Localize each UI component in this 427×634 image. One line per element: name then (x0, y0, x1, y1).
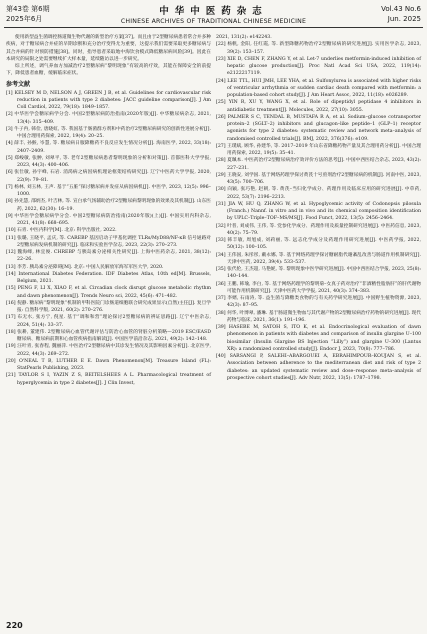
conclusion-paragraph: 综上所述，调气养血方加减治疗2型糖尿病“黎明现象”有较高的疗效，其能在保障安全的前提下，降低患者血糖，缓解临床症状。 (6, 64, 211, 77)
reference-list-right (216, 34, 421, 382)
reference-item: [30] 向颖, 张巧艳, 赵朝, 等. 黄芪–当归化学成分、药理作用及临床应用的研究进展[J]. 中草药, 2022, 53(7): 2196–2213. (216, 187, 421, 200)
reference-item: [10] 石青. 中医内科学[M]. 北京: 科学出版社, 2022. (6, 228, 117, 234)
reference-item: [3] 牛子冉, 韩俭, 唐晓虹, 等. 我国基于肠菌群方剂和中药治疗2型糖尿病研究的创新性进展分析[J]. 中国合理用药探索, 2022, 19(4): 20–25. (6, 126, 211, 139)
reference-item: [18] 张耕, 董建伟. 2型糖尿病心血管代谢评估与防治心血管的肾脏分析策略—2019 ESC/EASD 糖尿病、糖尿病前期和心血管疾病指南解读[J]. 中国医学前沿杂志, 2021, 49(2): 142–148. (6, 329, 211, 342)
right-column (216, 34, 421, 382)
reference-item: [1] KELSEY M D, NELSON A J, GREEN J B, et al. Guidelines for cardiovascular risk reduction in patients with type 2 diabetes: JACC guideline comparison[J]. J Am Coll Cardiol, 2022, 79(18): 1849–1857. (6, 90, 211, 110)
reference-item: [14] International Diabetes Federation. IDF Diabetes Atlas, 10th ed[M]. Brussels, Belgium, 2021. (6, 271, 211, 284)
reference-item: [36] 王鹏, 韩瑜, 李白, 等. 基于网络药理学的黎明菊–女真子药对治疗“非酒精性脂肪肝”的肝代谢物可能作用机制研究[J]. 天津中医药大学学报, 2021, 40(3): 374–383. (216, 281, 421, 294)
issue-cn-line1: 第43卷 第6期 (6, 5, 50, 13)
journal-title (0, 3, 427, 25)
reference-item: [34] 王伟国, 朱彤彤, 戴永娜, 等. 基于网络药理学探讨糖耐脂代谢紊乱改善与肠道作用机制研究[J]. 天津中医药, 2022, 39(4): 533–537. (216, 252, 421, 265)
reference-item: [22] 杨帆, 金阳, 任红霞, 等. 新型降糖药物治疗2型糖尿病的研究进展[J]. 实用医学杂志, 2023, 39(2): 153–157. (216, 42, 421, 55)
reference-item: [8] 孙先慧, 邵炳杰, 叶吉林, 等. 宣白承气汤辅助治疗2型糖尿病黎明现象的效果及其机制[J]. 山东医药, 2022, 62(30): 16–19. (6, 199, 211, 212)
reference-item: [15] PENG F, LI X, XIAO F, et al. Circadian clock disrupt glucose metabolic rhythm and dawn phenomenon[J]. Trends Neuro sci, 2022, 45(6): 471–482. (6, 286, 211, 299)
reference-item: [24] LEE TTL, HUI JMH, LEE YHA, et al. Sulfonylurea is associated with higher risks of ventricular arrhythmia or sudden cardiac death compared with metformin: a population-based cohort study[J]. J Am Heart Assoc, 2022, 11(18): e026289. (216, 78, 421, 98)
reference-item: [21] TAYLOR S I, YAZIN Z S, BEITELSHEES A L. Pharmacological treatment of hyperglycemia in type 2 diabetes[J]. J Clin Invest, (6, 373, 211, 386)
reference-item: [19] 汪叶青, 张春程, 魏丽萍. 中医治疗2型糖尿病中其诊发生情况及其影响因素分析[J]. 北京医学, 2022, 44(3): 269–272. (6, 344, 211, 357)
reference-item: [37] 李婿, 石雨涛, 等. 益生菌与降糖类食物的与有关药学研究进展[J]. 中国野生植物资源, 2023, 42(3): 87–95. (216, 296, 421, 309)
references-heading: 参考文献 (6, 80, 31, 88)
reference-item: [17] 布无水, 张方宁, 倪星. 基于“调和和营”理论探讨2型糖尿病的辨证思路[J]. 辽宁中医杂志, 2024, 51(4): 33–37. (6, 315, 211, 328)
reference-item: [29] 王晓安, 刘学国. 基于网络药理学探讨黄芪十号煎剂治疗2型糖尿病的机制[J]. 河南中医, 2023, 43(5): 700–706. (216, 172, 421, 185)
reference-item: [33] 韩丰敏, 周旭成, 刘莉丽, 等. 远志化学成分及药理作用研究进展[J]. 中医药学报, 2022, 50(12): 100–105. (216, 238, 421, 251)
reference-list-left (6, 90, 211, 387)
issue-en-line2: Jun. 2025 (387, 15, 421, 23)
reference-item: [16] 倪静. 糖尿病“黎明现象”机制的甲科医院门诊肠道细胞联合研究成果显示(自然)主任[J]. 复旦学报: 自然科学版, 2021, 60(2): 270–276. (6, 300, 211, 313)
reference-item: [20] O'NEAL T B, LUTHER E E. Dawn Phenomenon[M]. Treasure Island (FL): StatPearls Publishing, 2023. (6, 358, 211, 371)
reference-item: [32] 叶普, 刘成伟, 王伟, 等. 党参化学成分、药理作用及质量控制研究进展[J]. 中医药信息, 2023, 40(2): 75–79. (216, 223, 421, 236)
reference-item: [13] 李芳. 胰岛素分泌障碍[M]. 北京: 中国人民解放军海军军医大学, 2020. (6, 264, 164, 270)
page-header (0, 0, 427, 30)
reference-item: [35] 张代伦, 王杰超, 马艳妮, 等. 黎明现象中医学研究进展[J]. 中国中西医结合学报, 2023, 25(8): 140–144. (216, 267, 421, 280)
issue-info-en (381, 4, 421, 24)
reference-item: [12] 魏海峰, 林宜俊. CHREBP 与胰岛素分泌相关性研究[J]. 上海中医药杂志, 2021, 38(12): 22–26. (6, 250, 211, 263)
reference-item: [28] 夏珮本. 中医药治疗2型糖尿病治疗效评价方法的思考[J]. 中国中西医结合杂志, 2023, 43(2): 227–231. (216, 158, 421, 171)
reference-item: [4] 薛丰, 孙猴, 岑慧, 等. 糖尿病日服降糖药不良反应发生情况分析[J]. 海南医学, 2022, 33(18): 2407–2409. (6, 141, 211, 154)
reference-item: [27] 王璞斌, 顾华, 孙建华, 等. 2017–2019 年山东省降糖药物产量及其合理用药分析[J]. 中国合理用药探索, 2022, 19(5): 35–41. (216, 143, 421, 156)
reference-item: [11] 张璐, 王晓平, 孟庆, 等. CAREBP 基因启动子甲基化调控 TLRs/MyD88/NF-κB 信号通路对2型糖尿病发病机制的研究[J]. 临床和实验医学杂志, 2023, 22(3): 270–273. (6, 235, 211, 248)
reference-item: [2] 中华医学会糖尿病学分会. 中国2型糖尿病防治指南(2020年版)[J]. 中华糖尿病杂志, 2021, 13(4): 315–409. (6, 112, 211, 125)
reference-item: [5] 郑峻敏, 张翀, 刘翠平, 等. 老年2型糖尿病患者黎明现象的分析和对策[J]. 首都医科大学学报, 2023, 44(3): 400–406. (6, 155, 211, 168)
left-column (6, 34, 211, 387)
header-rule (4, 27, 423, 28)
reference-item: [38] 何华, 叶博翠, 潘琳. 基于肠道微生物血与其代谢产物的2型糖尿病治疗药物的研究进展[J]. 现代药物与临床, 2021, 36(1): 191–196. (216, 310, 421, 323)
reference-item: [9] 中华医学会糖尿病学分会. 中国2型糖尿病防治指南(2020年版)(上)[J]. 中国实用内科杂志, 2021, 41(8): 668–695. (6, 213, 211, 226)
reference-item: [39] HASEBE M, SATOH S, ITO K, et al. Endocrinological evaluation of dawn phenomenon in patients with diabetes and comparison of insulin glargine U–100 biosimilar (Insulin Glargine BS Injection “Lilly”) and glargine U–300 (Lantus XR): a randomized controlled study[J]. Endocr J, 2023, 70(8): 777–786. (216, 325, 421, 352)
journal-title-en: CHINESE ARCHIVES OF TRADITIONAL CHINESE MEDICINE (120, 18, 307, 25)
issue-en-line1: Vol.43 No.6 (381, 5, 421, 13)
reference-item: [25] YIN R, XU Y, WANG X, et al. Role of dipeptidyl peptidase 4 inhibitors in antidiabetic treatment[J]. Molecules, 2022, 27(10): 3055. (216, 100, 421, 113)
reference-item: [7] 杨林, 刘玉林, 王声. 基于“五脏”探讨糖尿病并发症从病因病机[J]. 中医学, 2023, 12(5): 996–1000. (6, 184, 211, 197)
reference-item: 2021, 131(2): e142243. (216, 35, 272, 40)
reference-item: [40] SARSANGI P, SALEHI–ABARGOUEI A, EBRAHIMPOUR–KOUJAN S, et al. Association between adherence to the mediterranean diet and risk of type 2 diabetes: an updated systematic review and dose–response meta–analysis of prospective cohort studies[J]. Adv Nutr, 2022, 13(5): 1787–1798. (216, 354, 421, 381)
reference-item: [31] JIA W, HU Q, ZHANG W, et al. Hypoglycemic activity of Codonopsis pilosula (Franch.) Nannf. in vitro and in vivo and its chemical composition identification by UPLC–Triple–TOF–MS/MS[J]. Food Funct, 2022, 13(5): 2456–2464. (216, 201, 421, 222)
reference-item: [6] 张仕敏, 孙宇峰, 石岩. 消渴病之病因病机理论框架结构研究[J]. 辽宁中医药大学学报, 2020, 22(9): 79–81. (6, 170, 211, 183)
issue-cn-line2: 2025年6月 (6, 15, 43, 23)
reference-item: [26] PALMER S C, TENDAL B, MUSTAFA R A, et al. Sodium–glucose cotransporter protein–2 (SGLT–2) inhibitors and glucagon–like peptide–1 (GLP–1) receptor agonists for type 2 diabetes: systematic review and network meta–analysis of randomised controlled trials[J]. BMJ, 2022, 376(376): e109. (216, 114, 421, 142)
page-number: 220 (6, 621, 23, 630)
reference-item: [23] XIE D, CHEN F, ZHANG Y, et al. Let-7 underlies metformin-induced inhibition of hepatic glucose production[J]. Proc Natl Acad Sci USA, 2022, 119(14): e2122217119. (216, 56, 421, 77)
journal-title-cn: 中华中医药杂志 (159, 6, 268, 17)
intro-paragraph: 使用新型益生菌调控肠道微生物代谢的新型治疗方案[37]。而且由于2型糖尿病患者常合并多种疾病，对于糖尿病合并症的早期诊断和充分治疗变得尤为重要，这提示我们需要采取更多糖尿病与其合并病的针对预防措施[38]。同时，指导患者采取地中海饮食模式降低糖尿病风险[39]。因此在本研究的局限之处需要继续扩大样本量，延续随访以进一步研究。 (6, 35, 211, 62)
